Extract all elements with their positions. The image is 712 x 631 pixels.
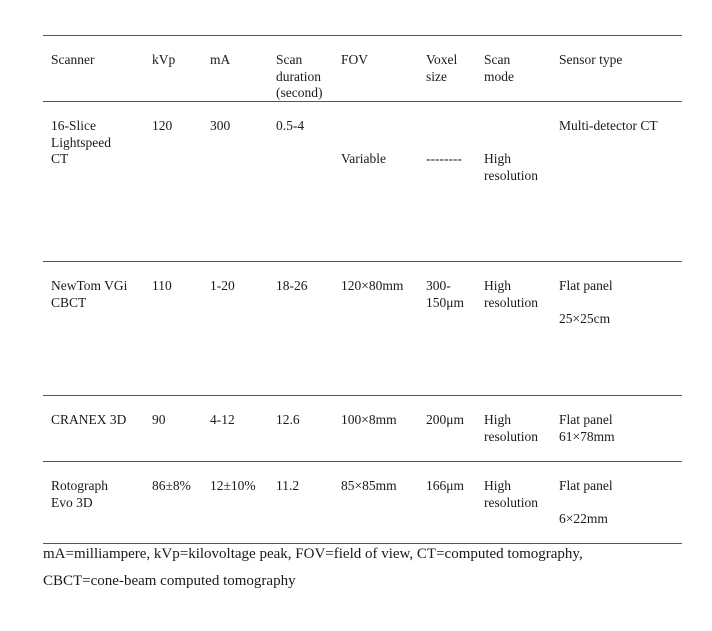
cell-kvp: 110 xyxy=(152,278,172,293)
table-bottom-rule xyxy=(43,543,682,544)
cell-sensor-type: Flat panel 6×22mm xyxy=(559,478,613,526)
cell-fov: 85×85mm xyxy=(341,478,397,493)
cell-fov: 100×8mm xyxy=(341,412,397,427)
table-footnote-line-1: mA=milliampere, kVp=kilovoltage peak, FOV=field of view, CT=computed tomography, xyxy=(43,546,583,562)
cell-scanner: Rotograph Evo 3D xyxy=(51,478,108,510)
header-kvp: kVp xyxy=(152,52,176,67)
header-fov: FOV xyxy=(341,52,369,67)
header-bottom-rule xyxy=(43,101,682,102)
cell-scan-duration: 11.2 xyxy=(276,478,300,493)
row-rule-2 xyxy=(43,395,682,396)
cell-voxel-size: 200μm xyxy=(426,412,464,427)
header-scanner: Scanner xyxy=(51,52,95,67)
header-ma: mA xyxy=(210,52,231,67)
cell-scan-mode: High resolution xyxy=(484,278,538,310)
header-scan-duration: Scan duration (second) xyxy=(276,52,323,100)
header-sensor-type: Sensor type xyxy=(559,52,623,67)
cell-scanner: CRANEX 3D xyxy=(51,412,127,427)
table-top-rule xyxy=(43,35,682,36)
header-scan-mode: Scan mode xyxy=(484,52,514,84)
cell-scanner: NewTom VGi CBCT xyxy=(51,278,128,310)
cell-kvp: 90 xyxy=(152,412,166,427)
cell-voxel-size: 166μm xyxy=(426,478,464,493)
cell-scan-duration: 0.5-4 xyxy=(276,118,305,133)
cell-fov: 120×80mm xyxy=(341,278,404,293)
cell-scan-duration: 12.6 xyxy=(276,412,300,427)
cell-sensor-type: Flat panel 61×78mm xyxy=(559,412,615,444)
cell-kvp: 120 xyxy=(152,118,173,133)
cell-voxel-size: 300- 150μm xyxy=(426,278,464,310)
row-rule-1 xyxy=(43,261,682,262)
cell-sensor-type: Flat panel 25×25cm xyxy=(559,278,613,326)
cell-ma: 12±10% xyxy=(210,478,256,493)
cell-scan-mode: High resolution xyxy=(484,412,538,444)
cell-scanner: 16-Slice Lightspeed CT xyxy=(51,118,111,166)
cell-voxel-size: -------- xyxy=(426,151,462,166)
table-footnote-line-2: CBCT=cone-beam computed tomography xyxy=(43,573,296,589)
cell-ma: 1-20 xyxy=(210,278,235,293)
cell-scan-mode: High resolution xyxy=(484,478,538,510)
cell-ma: 300 xyxy=(210,118,231,133)
header-voxel-size: Voxel size xyxy=(426,52,458,84)
cell-scan-mode: High resolution xyxy=(484,151,538,183)
cell-kvp: 86±8% xyxy=(152,478,191,493)
cell-sensor-type: Multi-detector CT xyxy=(559,118,658,133)
cell-ma: 4-12 xyxy=(210,412,235,427)
cell-fov: Variable xyxy=(341,151,386,166)
row-rule-3 xyxy=(43,461,682,462)
cell-scan-duration: 18-26 xyxy=(276,278,308,293)
